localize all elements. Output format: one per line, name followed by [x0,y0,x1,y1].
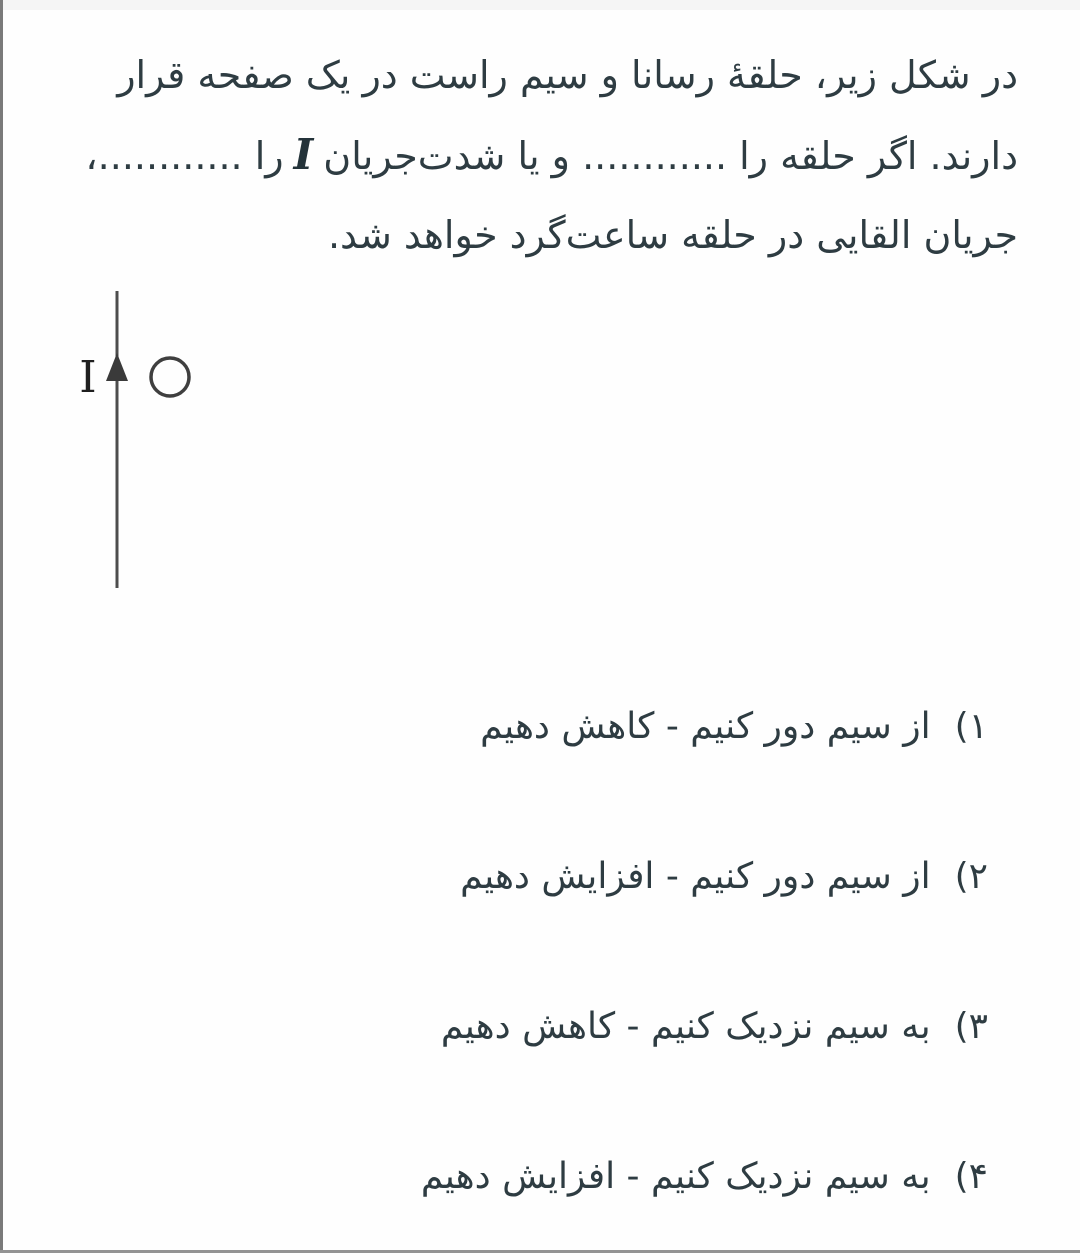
option-number: ۱) [954,705,988,747]
option-text: از سیم دور کنیم - کاهش دهیم [480,705,931,747]
option-row-4[interactable] [0,1101,988,1251]
answer-options [0,651,988,1251]
question-line-3: جریان القایی در حلقه ساعت‌گرد خواهد شد. [327,213,1018,257]
question-line-2-before: دارند. اگر حلقه را ............ و یا شدت‌جریان [323,134,1018,178]
question-text [70,36,1018,275]
wire-loop-diagram [40,275,260,605]
current-direction-arrow-icon [106,353,128,381]
option-row-1[interactable] [0,651,988,801]
conducting-loop [151,358,189,396]
option-text: از سیم دور کنیم - افزایش دهیم [460,855,931,897]
question-line-2 [70,115,1018,196]
option-row-3[interactable] [0,951,988,1101]
page-top-edge [0,0,1080,10]
question-line-2-after: را ............، [85,134,284,178]
option-number: ۴) [954,1155,988,1197]
option-number: ۲) [954,855,988,897]
current-label: I [79,352,97,403]
option-number: ۳) [954,1005,988,1047]
question-line-1: در شکل زیر، حلقهٔ رسانا و سیم راست در یک صفحه قرار [117,53,1018,97]
option-row-2[interactable] [0,801,988,951]
option-text: به سیم نزدیک کنیم - کاهش دهیم [440,1005,931,1047]
option-text: به سیم نزدیک کنیم - افزایش دهیم [420,1155,931,1197]
current-symbol: I [293,130,314,179]
